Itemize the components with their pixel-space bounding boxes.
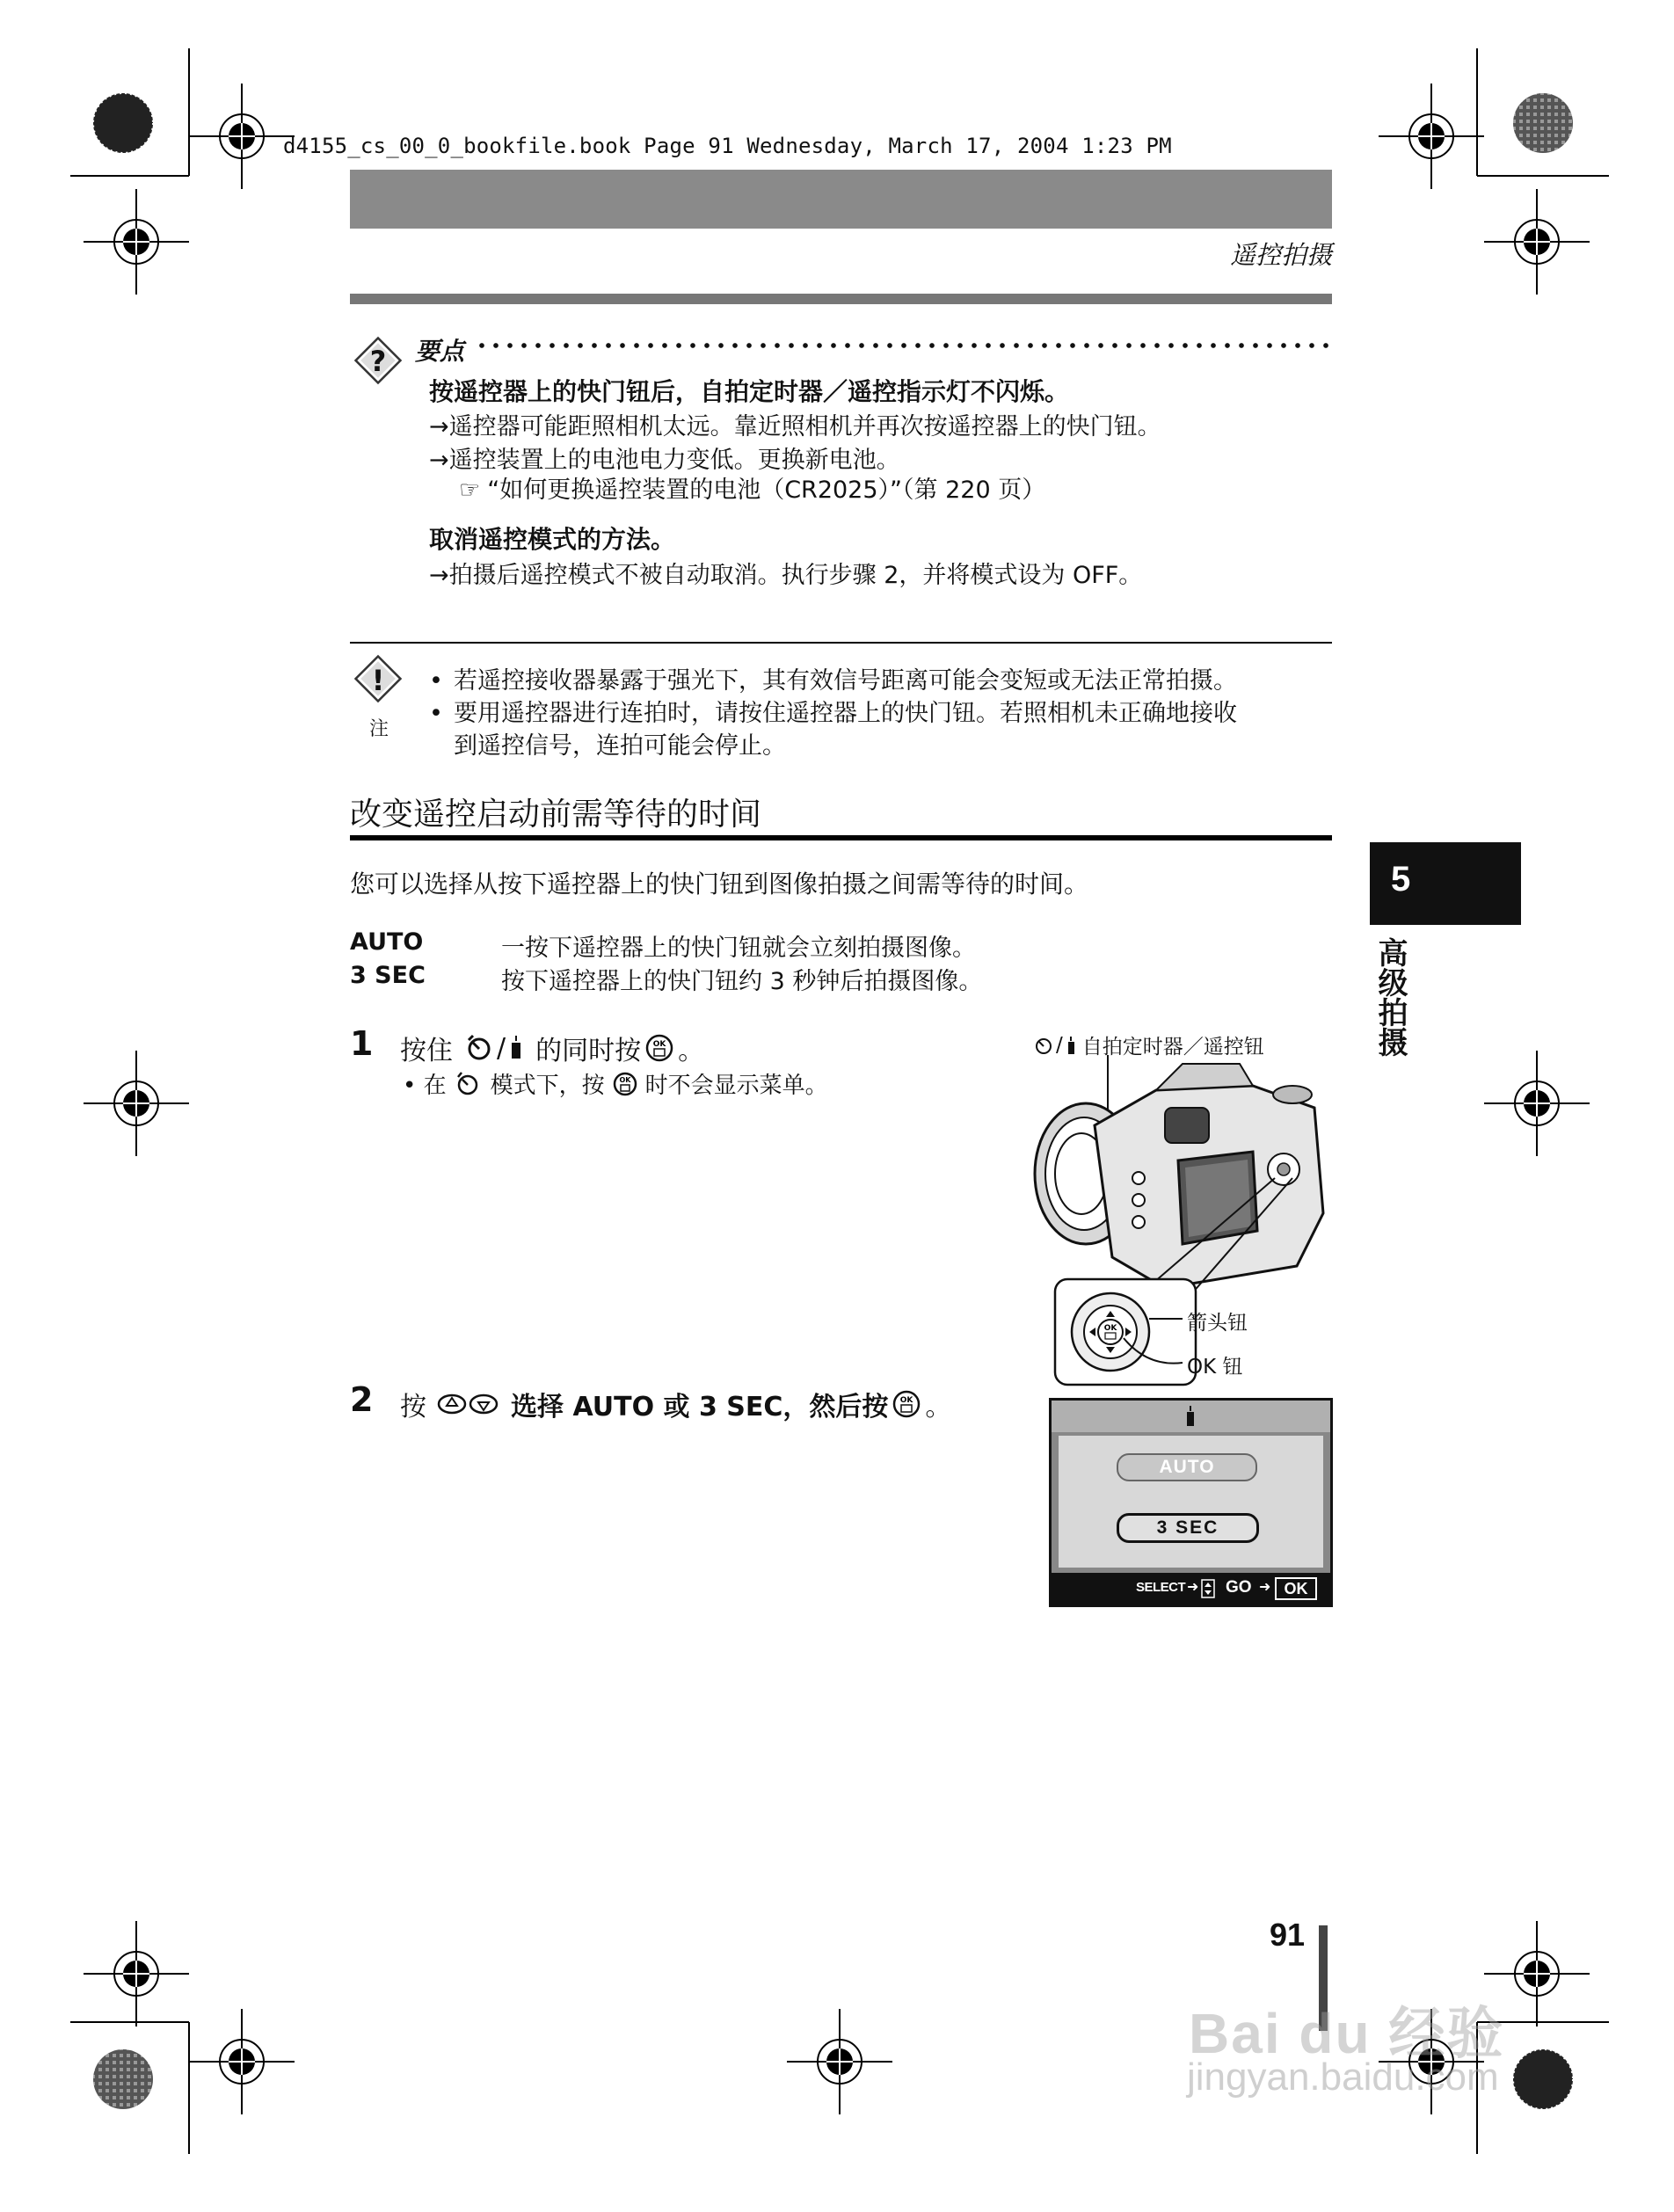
tip-line-1: →遥控器可能距照相机太远。靠近照相机并再次按遥控器上的快门钮。 — [429, 413, 1161, 440]
reference-hand-icon: ☞ — [459, 477, 481, 504]
lcd-footer-select: SELECT — [1136, 1580, 1186, 1595]
tip-heading-2: 取消遥控模式的方法。 — [429, 525, 676, 554]
svg-text:OK: OK — [619, 1075, 631, 1084]
tip-line-2: →遥控装置上的电池电力变低。更换新电池。 — [429, 447, 900, 474]
watermark-url: jingyan.baidu.com — [1187, 2056, 1499, 2099]
print-header: d4155_cs_00_0_bookfile.book Page 91 Wednesday, March 17, 2004 1:23 PM — [283, 134, 1172, 158]
section-title: 改变遥控启动前需等待的时间 — [350, 797, 762, 833]
header-bar — [350, 170, 1332, 229]
ok-button-icon — [644, 1033, 674, 1063]
section-rule — [350, 835, 1332, 840]
step-1-number: 1 — [350, 1024, 374, 1063]
lcd-screen — [1049, 1398, 1333, 1607]
ok-button-icon — [612, 1071, 638, 1097]
callout-self-timer-button: / 自拍定时器／遥控钮 — [1033, 1030, 1264, 1059]
header-rule — [350, 294, 1332, 304]
callout-arrow-button: 箭头钮 — [1187, 1312, 1248, 1335]
step-1-sub: • 在 模式下，按 OK 时不会显示菜单。 — [403, 1067, 828, 1100]
tip-label: 要点 — [415, 337, 465, 366]
step-1-instruction: 按住 / 的同时按 OK 。 — [400, 1032, 705, 1066]
lcd-option-auto[interactable]: AUTO — [1117, 1453, 1257, 1481]
tip-heading-1: 按遥控器上的快门钮后，自拍定时器／遥控指示灯不闪烁。 — [429, 377, 1070, 406]
running-head: 遥控拍摄 — [1229, 240, 1332, 270]
question-icon — [352, 334, 404, 387]
self-timer-icon — [465, 1034, 495, 1062]
up-down-icon — [1201, 1579, 1215, 1598]
step-2-instruction: 按 选择 AUTO 或 3 SEC，然后按 OK 。 — [400, 1385, 951, 1423]
note-bullet-2-cont: 到遥控信号，连拍可能会停止。 — [454, 732, 786, 760]
up-down-arrow-icon — [437, 1391, 500, 1417]
lcd-footer-go: GO — [1226, 1578, 1252, 1597]
tip-line-3: →拍摄后遥控模式不被自动取消。执行步骤 2，并将模式设为 OFF。 — [429, 562, 1143, 589]
lcd-footer: SELECT ➜ GO ➜ OK — [1052, 1573, 1330, 1604]
self-timer-icon — [1033, 1035, 1054, 1056]
callout-ok-button: OK 钮 — [1187, 1356, 1243, 1379]
step-2-number: 2 — [350, 1380, 374, 1419]
chapter-number: 5 — [1391, 860, 1411, 899]
tip-dotted-rule — [475, 343, 1333, 348]
remote-icon — [1065, 1035, 1077, 1056]
chapter-tab — [1370, 842, 1521, 925]
section-intro: 您可以选择从按下遥控器上的快门钮到图像拍摄之间需等待的时间。 — [350, 870, 1089, 899]
ok-button-icon — [892, 1389, 921, 1419]
svg-text:!: ! — [371, 664, 385, 697]
page-number: 91 — [1269, 1917, 1305, 1953]
svg-text:?: ? — [369, 345, 387, 378]
lcd-footer-ok: OK — [1275, 1577, 1317, 1600]
lcd-title-bar — [1052, 1401, 1330, 1432]
option-desc-3sec: 按下遥控器上的快门钮约 3 秒钟后拍摄图像。 — [501, 968, 983, 995]
caution-icon — [352, 652, 404, 705]
option-term-auto: AUTO — [350, 928, 424, 956]
camera-illustration — [1033, 1055, 1332, 1389]
note-label: 注 — [369, 718, 389, 740]
tip-bottom-rule — [350, 642, 1332, 644]
svg-text:OK: OK — [900, 1396, 913, 1405]
remote-icon — [507, 1034, 525, 1062]
svg-text:OK: OK — [652, 1040, 666, 1049]
tip-reference-text: “如何更换遥控装置的电池（CR2025）”（第 220 页） — [487, 477, 1046, 504]
svg-text:OK: OK — [1103, 1324, 1117, 1333]
watermark-brand: Bai du 经验 — [1189, 2002, 1505, 2065]
option-term-3sec: 3 SEC — [350, 962, 426, 989]
lcd-option-3sec[interactable]: 3 SEC — [1117, 1513, 1259, 1543]
tip-reference — [459, 470, 1045, 505]
remote-icon — [1182, 1404, 1199, 1429]
self-timer-icon — [455, 1071, 482, 1097]
note-bullet-1: • 若遥控接收器暴露于强光下，其有效信号距离可能会变短或无法正常拍摄。 — [429, 667, 1237, 695]
chapter-title: 高级拍摄 — [1372, 937, 1408, 1057]
note-bullet-2: • 要用遥控器进行连拍时，请按住遥控器上的快门钮。若照相机未正确地接收 — [429, 700, 1237, 727]
option-desc-auto: 一按下遥控器上的快门钮就会立刻拍摄图像。 — [501, 935, 976, 962]
